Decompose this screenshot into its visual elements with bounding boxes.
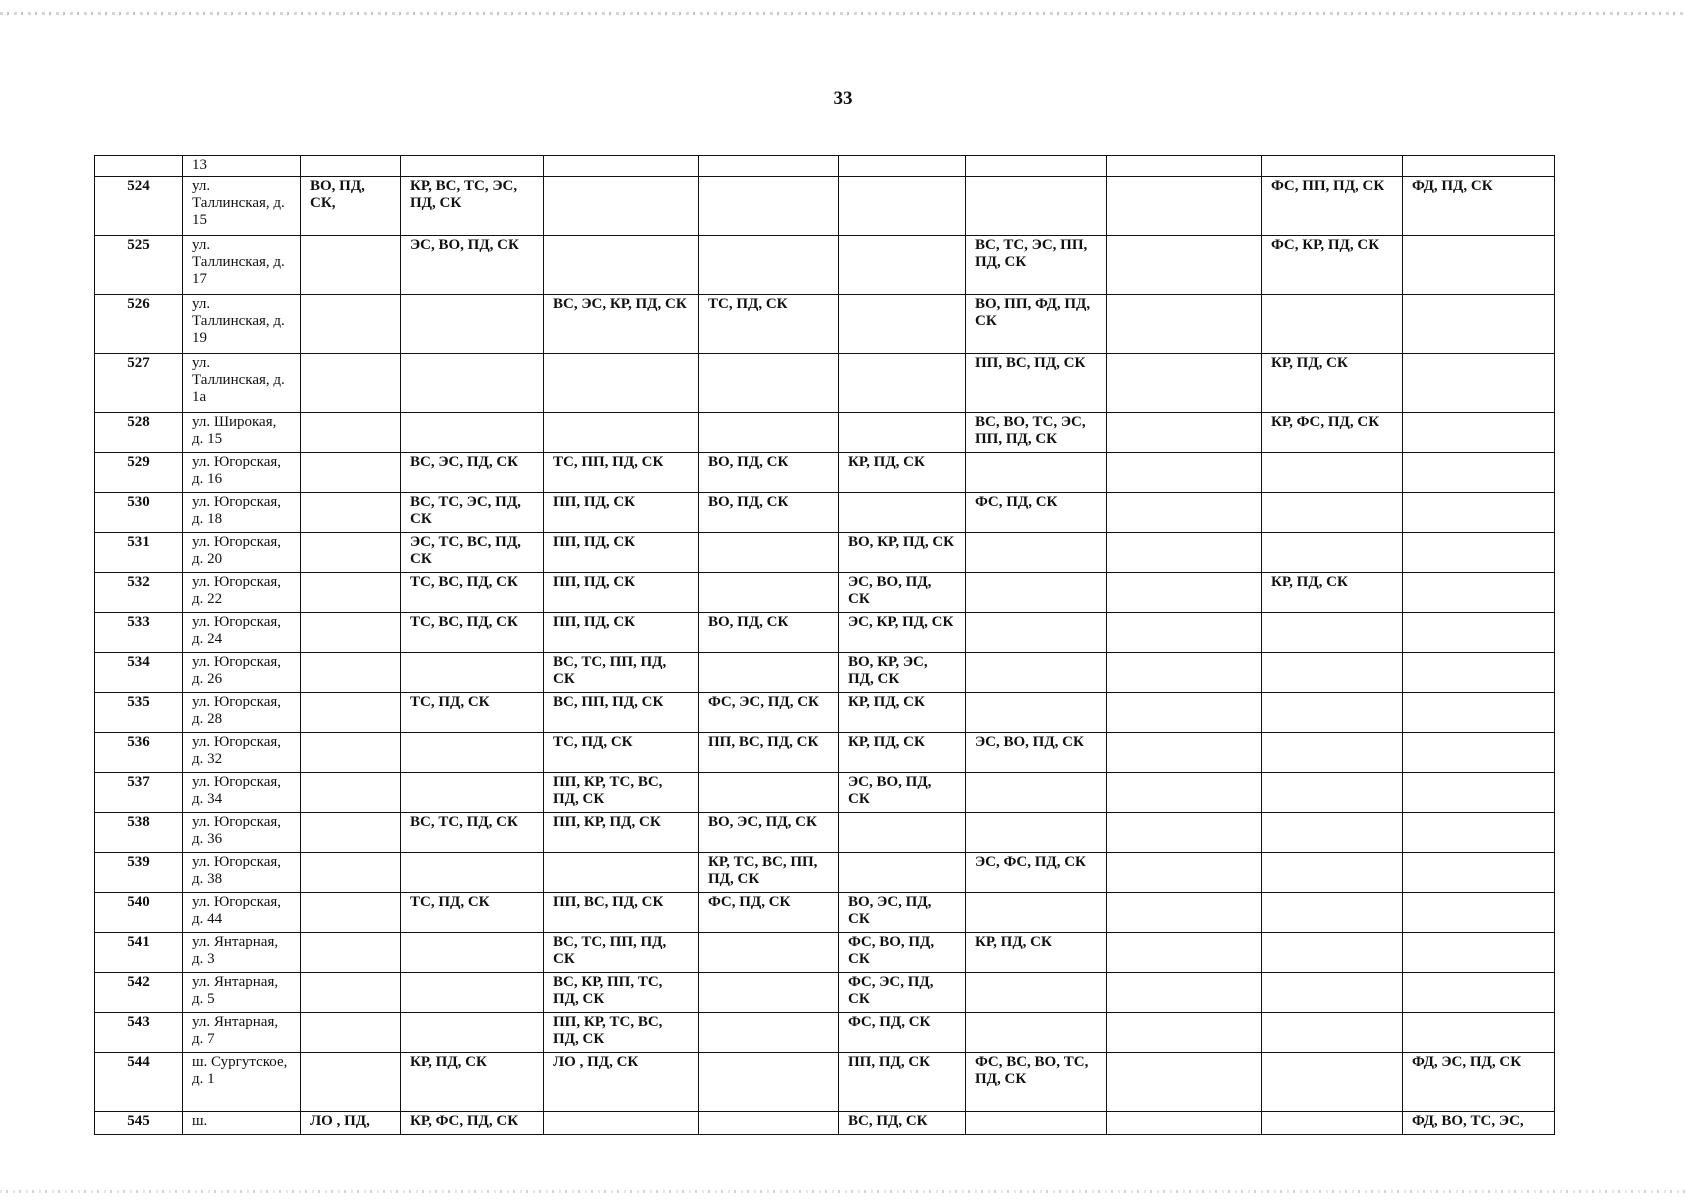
- work-cell: КР, ПД, СК: [401, 1053, 544, 1112]
- work-cell: [699, 1013, 839, 1053]
- work-cell: [1262, 453, 1403, 493]
- table-row: [95, 1013, 1555, 1053]
- row-number-cell: 530: [95, 493, 183, 533]
- work-cell: [966, 653, 1107, 693]
- table-row: [95, 933, 1555, 973]
- work-cell: [401, 1013, 544, 1053]
- work-cell: [1107, 773, 1262, 813]
- work-cell: [1262, 295, 1403, 354]
- work-cell: ВС, ТС, ПП, ПД, СК: [544, 933, 699, 973]
- work-cell: [839, 493, 966, 533]
- page-number: 33: [833, 88, 853, 109]
- continuation-row: [95, 156, 1555, 177]
- address-cell: ш. Сургутское, д. 1: [183, 1053, 301, 1112]
- work-cell: [1262, 653, 1403, 693]
- work-cell: [1403, 653, 1555, 693]
- work-cell: ЭС, ВО, ПД, СК: [839, 573, 966, 613]
- work-cell: [301, 573, 401, 613]
- work-cell: ПП, КР, ПД, СК: [544, 813, 699, 853]
- table-row: [95, 613, 1555, 653]
- table-row: [95, 693, 1555, 733]
- work-cell: [544, 354, 699, 413]
- work-cell: [1403, 413, 1555, 453]
- work-cell: ВО, ПД, СК: [699, 493, 839, 533]
- work-cell: [1403, 533, 1555, 573]
- work-cell: [1403, 156, 1555, 177]
- address-cell: ш.: [183, 1112, 301, 1135]
- work-cell: [839, 853, 966, 893]
- work-cell: [1403, 453, 1555, 493]
- row-number-cell: 526: [95, 295, 183, 354]
- work-cell: [966, 693, 1107, 733]
- work-cell: [1107, 853, 1262, 893]
- work-cell: [1403, 573, 1555, 613]
- work-cell: [1107, 893, 1262, 933]
- work-cell: ВС, ТС, ПД, СК: [401, 813, 544, 853]
- row-number-cell: 543: [95, 1013, 183, 1053]
- work-cell: [1403, 236, 1555, 295]
- work-cell: [1403, 893, 1555, 933]
- work-cell: [966, 533, 1107, 573]
- work-cell: [1403, 1013, 1555, 1053]
- work-cell: [839, 413, 966, 453]
- work-cell: [401, 973, 544, 1013]
- work-cell: ФС, ПД, СК: [839, 1013, 966, 1053]
- work-cell: [301, 1013, 401, 1053]
- table-row: [95, 295, 1555, 354]
- work-cell: ФД, ВО, ТС, ЭС,: [1403, 1112, 1555, 1135]
- address-cell: 13: [183, 156, 301, 177]
- work-cell: ФС, ПД, СК: [966, 493, 1107, 533]
- work-cell: [699, 933, 839, 973]
- table-body: [95, 156, 1555, 1135]
- table-row: [95, 1112, 1555, 1135]
- work-cell: ВС, ТС, ЭС, ПП, ПД, СК: [966, 236, 1107, 295]
- work-cell: [301, 533, 401, 573]
- work-cell: [1262, 1112, 1403, 1135]
- work-cell: ВО, ПД, СК,: [301, 177, 401, 236]
- work-cell: [1107, 813, 1262, 853]
- row-number-cell: 534: [95, 653, 183, 693]
- table-row: [95, 413, 1555, 453]
- work-cell: ЛО , ПД,: [301, 1112, 401, 1135]
- work-cell: [966, 1013, 1107, 1053]
- address-cell: ул. Югорская, д. 36: [183, 813, 301, 853]
- address-cell: ул. Югорская, д. 34: [183, 773, 301, 813]
- work-cell: [301, 933, 401, 973]
- work-cell: [1107, 1053, 1262, 1112]
- row-number-cell: 531: [95, 533, 183, 573]
- work-cell: [401, 733, 544, 773]
- work-cell: КР, ПД, СК: [966, 933, 1107, 973]
- address-cell: ул. Янтарная, д. 5: [183, 973, 301, 1013]
- table-row: [95, 773, 1555, 813]
- work-cell: [544, 236, 699, 295]
- work-cell: [966, 973, 1107, 1013]
- row-number-cell: 542: [95, 973, 183, 1013]
- work-cell: [301, 813, 401, 853]
- work-cell: [1107, 156, 1262, 177]
- work-cell: ТС, ВС, ПД, СК: [401, 573, 544, 613]
- table-row: [95, 573, 1555, 613]
- work-cell: [1403, 933, 1555, 973]
- work-cell: [401, 354, 544, 413]
- work-cell: [699, 533, 839, 573]
- row-number-cell: 539: [95, 853, 183, 893]
- row-number-cell: 528: [95, 413, 183, 453]
- work-cell: [301, 893, 401, 933]
- work-cell: ЛО , ПД, СК: [544, 1053, 699, 1112]
- work-cell: [301, 236, 401, 295]
- work-cell: [1107, 613, 1262, 653]
- work-cell: [1262, 613, 1403, 653]
- work-cell: [966, 613, 1107, 653]
- row-number-cell: 538: [95, 813, 183, 853]
- work-cell: ФД, ПД, СК: [1403, 177, 1555, 236]
- work-cell: [1262, 893, 1403, 933]
- work-cell: [1107, 177, 1262, 236]
- work-cell: ВС, ЭС, ПД, СК: [401, 453, 544, 493]
- work-cell: КР, ТС, ВС, ПП, ПД, СК: [699, 853, 839, 893]
- work-cell: [1107, 295, 1262, 354]
- address-cell: ул. Югорская, д. 18: [183, 493, 301, 533]
- table-row: [95, 973, 1555, 1013]
- work-cell: [1107, 933, 1262, 973]
- work-cell: КР, ПД, СК: [1262, 573, 1403, 613]
- address-cell: ул. Широкая, д. 15: [183, 413, 301, 453]
- work-cell: [1262, 493, 1403, 533]
- work-cell: ТС, ПД, СК: [699, 295, 839, 354]
- work-cell: [544, 156, 699, 177]
- row-number-cell: 532: [95, 573, 183, 613]
- work-cell: [544, 177, 699, 236]
- work-cell: [1403, 354, 1555, 413]
- work-cell: ФС, ВО, ПД, СК: [839, 933, 966, 973]
- work-cell: ВС, ЭС, КР, ПД, СК: [544, 295, 699, 354]
- work-cell: КР, ПД, СК: [839, 453, 966, 493]
- work-cell: ВС, ТС, ПП, ПД, СК: [544, 653, 699, 693]
- work-cell: [401, 853, 544, 893]
- work-cell: ВС, КР, ПП, ТС, ПД, СК: [544, 973, 699, 1013]
- work-cell: ПП, ПД, СК: [544, 493, 699, 533]
- work-cell: ВО, ПП, ФД, ПД, СК: [966, 295, 1107, 354]
- work-cell: ЭС, ТС, ВС, ПД, СК: [401, 533, 544, 573]
- work-cell: [966, 773, 1107, 813]
- work-cell: [401, 653, 544, 693]
- address-cell: ул. Таллинская, д. 19: [183, 295, 301, 354]
- work-cell: [301, 354, 401, 413]
- work-cell: ПП, ПД, СК: [839, 1053, 966, 1112]
- work-cell: ПП, ПД, СК: [544, 613, 699, 653]
- work-cell: [544, 1112, 699, 1135]
- work-cell: [1262, 733, 1403, 773]
- work-cell: [1403, 613, 1555, 653]
- work-cell: ПП, КР, ТС, ВС, ПД, СК: [544, 1013, 699, 1053]
- work-cell: ВО, ПД, СК: [699, 613, 839, 653]
- work-cell: ФС, ПП, ПД, СК: [1262, 177, 1403, 236]
- work-cell: [966, 1112, 1107, 1135]
- work-cell: [301, 413, 401, 453]
- row-number-cell: 545: [95, 1112, 183, 1135]
- work-cell: [1107, 453, 1262, 493]
- work-cell: ВО, ПД, СК: [699, 453, 839, 493]
- row-number-cell: [95, 156, 183, 177]
- work-cell: [301, 613, 401, 653]
- work-cell: ЭС, ВО, ПД, СК: [401, 236, 544, 295]
- work-cell: ЭС, ВО, ПД, СК: [839, 773, 966, 813]
- table-row: [95, 653, 1555, 693]
- work-cell: [839, 236, 966, 295]
- work-cell: [1262, 1053, 1403, 1112]
- work-cell: [1403, 973, 1555, 1013]
- address-cell: ул. Югорская, д. 20: [183, 533, 301, 573]
- work-cell: [301, 1053, 401, 1112]
- work-cell: ЭС, ВО, ПД, СК: [966, 733, 1107, 773]
- work-cell: [401, 295, 544, 354]
- work-cell: [1262, 1013, 1403, 1053]
- work-cell: [966, 893, 1107, 933]
- work-cell: [1107, 973, 1262, 1013]
- work-cell: [699, 413, 839, 453]
- work-cell: ТС, ПД, СК: [544, 733, 699, 773]
- work-cell: [1262, 813, 1403, 853]
- work-cell: КР, ФС, ПД, СК: [401, 1112, 544, 1135]
- work-cell: ФС, ПД, СК: [699, 893, 839, 933]
- work-cell: ВС, ПД, СК: [839, 1112, 966, 1135]
- work-cell: [1107, 236, 1262, 295]
- work-cell: КР, ВС, ТС, ЭС, ПД, СК: [401, 177, 544, 236]
- work-cell: [301, 973, 401, 1013]
- work-cell: [1262, 156, 1403, 177]
- work-cell: [301, 156, 401, 177]
- work-cell: [301, 493, 401, 533]
- work-cell: [301, 295, 401, 354]
- work-cell: [1107, 1013, 1262, 1053]
- table-row: [95, 733, 1555, 773]
- work-cell: ЭС, КР, ПД, СК: [839, 613, 966, 653]
- work-cell: [1107, 493, 1262, 533]
- work-cell: ТС, ПП, ПД, СК: [544, 453, 699, 493]
- address-cell: ул. Югорская, д. 38: [183, 853, 301, 893]
- work-cell: [1107, 733, 1262, 773]
- work-cell: [1262, 933, 1403, 973]
- work-cell: [966, 156, 1107, 177]
- row-number-cell: 533: [95, 613, 183, 653]
- work-cell: КР, ПД, СК: [1262, 354, 1403, 413]
- work-cell: [699, 653, 839, 693]
- work-cell: ВО, ЭС, ПД, СК: [699, 813, 839, 853]
- address-cell: ул. Янтарная, д. 7: [183, 1013, 301, 1053]
- work-cell: [301, 453, 401, 493]
- work-cell: [699, 573, 839, 613]
- work-cell: ВС, ТС, ЭС, ПД, СК: [401, 493, 544, 533]
- table-row: [95, 493, 1555, 533]
- work-cell: [966, 177, 1107, 236]
- table-row: [95, 853, 1555, 893]
- table-row: [95, 354, 1555, 413]
- registry-table: [94, 155, 1555, 1135]
- work-cell: [544, 853, 699, 893]
- work-cell: КР, ПД, СК: [839, 693, 966, 733]
- work-cell: [1262, 773, 1403, 813]
- row-number-cell: 524: [95, 177, 183, 236]
- work-cell: [699, 773, 839, 813]
- work-cell: [699, 156, 839, 177]
- address-cell: ул. Югорская, д. 22: [183, 573, 301, 613]
- work-cell: [1403, 853, 1555, 893]
- table-row: [95, 533, 1555, 573]
- address-cell: ул. Таллинская, д. 1а: [183, 354, 301, 413]
- table-row: [95, 813, 1555, 853]
- address-cell: ул. Югорская, д. 26: [183, 653, 301, 693]
- scan-artifact-top: [0, 12, 1686, 15]
- work-cell: [839, 177, 966, 236]
- work-cell: [966, 813, 1107, 853]
- work-cell: [699, 1053, 839, 1112]
- work-cell: ТС, ПД, СК: [401, 693, 544, 733]
- work-cell: [1262, 853, 1403, 893]
- work-cell: ТС, ВС, ПД, СК: [401, 613, 544, 653]
- work-cell: [699, 973, 839, 1013]
- work-cell: [1403, 493, 1555, 533]
- work-cell: [839, 156, 966, 177]
- work-cell: [544, 413, 699, 453]
- work-cell: [1403, 813, 1555, 853]
- work-cell: [301, 733, 401, 773]
- work-cell: [1262, 533, 1403, 573]
- work-cell: [966, 453, 1107, 493]
- work-cell: [839, 813, 966, 853]
- address-cell: ул. Югорская, д. 28: [183, 693, 301, 733]
- row-number-cell: 541: [95, 933, 183, 973]
- work-cell: [1262, 693, 1403, 733]
- work-cell: ВО, ЭС, ПД, СК: [839, 893, 966, 933]
- work-cell: [1262, 973, 1403, 1013]
- row-number-cell: 529: [95, 453, 183, 493]
- work-cell: ПП, ВС, ПД, СК: [966, 354, 1107, 413]
- work-cell: [839, 295, 966, 354]
- work-cell: ПП, КР, ТС, ВС, ПД, СК: [544, 773, 699, 813]
- work-cell: ВС, ПП, ПД, СК: [544, 693, 699, 733]
- work-cell: ФД, ЭС, ПД, СК: [1403, 1053, 1555, 1112]
- table-row: [95, 893, 1555, 933]
- row-number-cell: 544: [95, 1053, 183, 1112]
- work-cell: ТС, ПД, СК: [401, 893, 544, 933]
- work-cell: [1107, 573, 1262, 613]
- work-cell: [301, 773, 401, 813]
- address-cell: ул. Таллинская, д. 15: [183, 177, 301, 236]
- work-cell: ЭС, ФС, ПД, СК: [966, 853, 1107, 893]
- work-cell: [301, 653, 401, 693]
- row-number-cell: 525: [95, 236, 183, 295]
- work-cell: [301, 853, 401, 893]
- work-cell: [1107, 413, 1262, 453]
- work-cell: ВС, ВО, ТС, ЭС, ПП, ПД, СК: [966, 413, 1107, 453]
- work-cell: [699, 1112, 839, 1135]
- address-cell: ул. Югорская, д. 16: [183, 453, 301, 493]
- work-cell: ПП, ПД, СК: [544, 533, 699, 573]
- work-cell: [1403, 733, 1555, 773]
- work-cell: [1107, 653, 1262, 693]
- address-cell: ул. Янтарная, д. 3: [183, 933, 301, 973]
- address-cell: ул. Югорская, д. 24: [183, 613, 301, 653]
- table-row: [95, 1053, 1555, 1112]
- row-number-cell: 535: [95, 693, 183, 733]
- work-cell: [699, 177, 839, 236]
- work-cell: ПП, ВС, ПД, СК: [699, 733, 839, 773]
- row-number-cell: 536: [95, 733, 183, 773]
- row-number-cell: 540: [95, 893, 183, 933]
- work-cell: [839, 354, 966, 413]
- work-cell: [1107, 1112, 1262, 1135]
- row-number-cell: 537: [95, 773, 183, 813]
- work-cell: [699, 236, 839, 295]
- work-cell: [1107, 693, 1262, 733]
- work-cell: [401, 413, 544, 453]
- address-cell: ул. Таллинская, д. 17: [183, 236, 301, 295]
- address-cell: ул. Югорская, д. 32: [183, 733, 301, 773]
- work-cell: [1403, 693, 1555, 733]
- work-cell: ФС, ЭС, ПД, СК: [699, 693, 839, 733]
- table-row: [95, 453, 1555, 493]
- table-row: [95, 177, 1555, 236]
- work-cell: ПП, ВС, ПД, СК: [544, 893, 699, 933]
- work-cell: [699, 354, 839, 413]
- work-cell: [1107, 354, 1262, 413]
- work-cell: ФС, ВС, ВО, ТС, ПД, СК: [966, 1053, 1107, 1112]
- work-cell: [1107, 533, 1262, 573]
- work-cell: ПП, ПД, СК: [544, 573, 699, 613]
- work-cell: ФС, ЭС, ПД, СК: [839, 973, 966, 1013]
- work-cell: КР, ФС, ПД, СК: [1262, 413, 1403, 453]
- work-cell: ФС, КР, ПД, СК: [1262, 236, 1403, 295]
- row-number-cell: 527: [95, 354, 183, 413]
- scan-artifact-bottom: [0, 1190, 1686, 1193]
- work-cell: [401, 933, 544, 973]
- work-cell: [401, 156, 544, 177]
- work-cell: [301, 693, 401, 733]
- work-cell: [401, 773, 544, 813]
- address-cell: ул. Югорская, д. 44: [183, 893, 301, 933]
- work-cell: ВО, КР, ПД, СК: [839, 533, 966, 573]
- work-cell: [966, 573, 1107, 613]
- work-cell: КР, ПД, СК: [839, 733, 966, 773]
- work-cell: [1403, 773, 1555, 813]
- work-cell: [1403, 295, 1555, 354]
- work-cell: ВО, КР, ЭС, ПД, СК: [839, 653, 966, 693]
- table-row: [95, 236, 1555, 295]
